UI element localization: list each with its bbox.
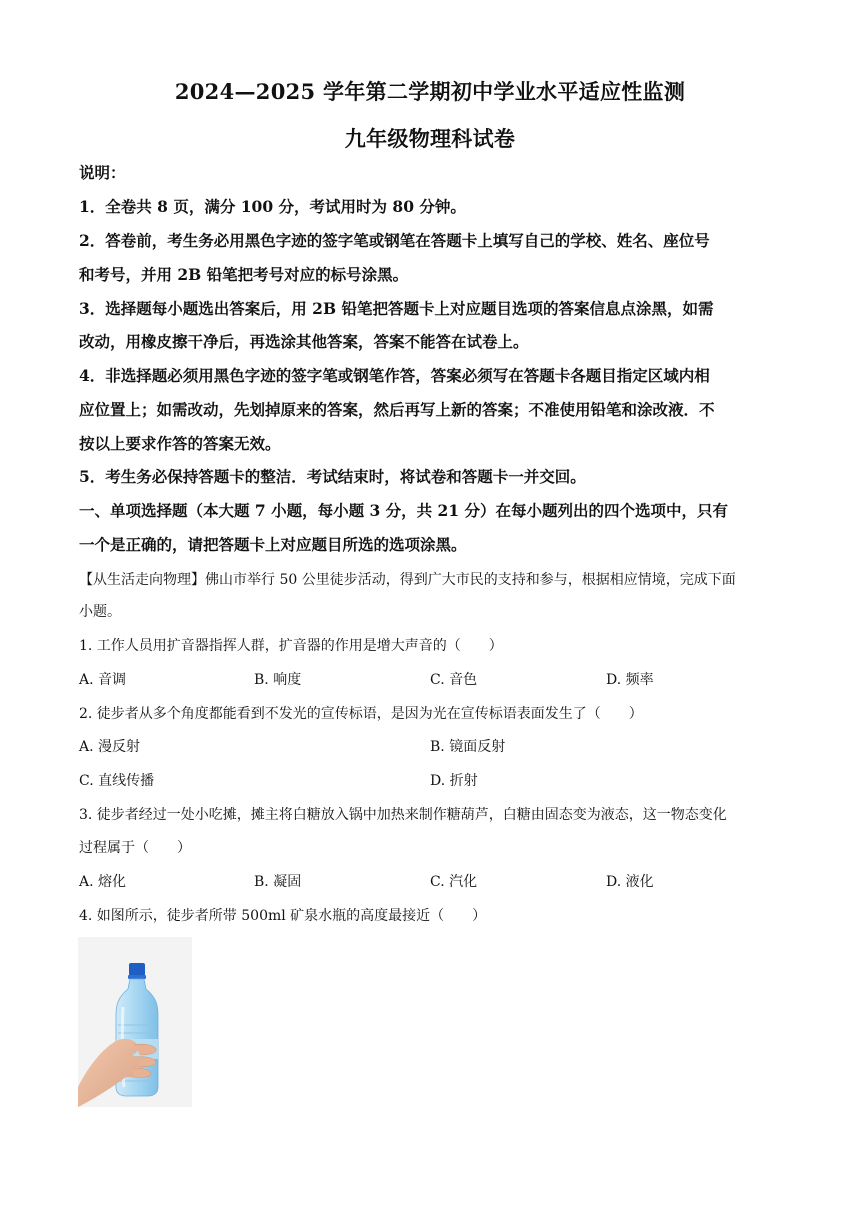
option-b: B. 响度 — [254, 672, 302, 688]
instruction-line: 和考号，并用 2B 铅笔把考号对应的标号涂黑。 — [79, 265, 409, 284]
question-stem: 4. 如图所示，徒步者所带 500ml 矿泉水瓶的高度最接近（ ） — [79, 908, 487, 924]
question-stem: 2. 徒步者从多个角度都能看到不发光的宣传标语，是因为光在宣传标语表面发生了（ ） — [79, 706, 643, 722]
instruction-line: 2．答卷前，考生务必用黑色字迹的签字笔或钢笔在答题卡上填写自己的学校、姓名、座位号 — [79, 231, 710, 250]
section-heading-cont: 一个是正确的，请把答题卡上对应题目所选的选项涂黑。 — [79, 535, 467, 554]
option-d: D. 频率 — [606, 672, 654, 688]
option-c: C. 直线传播 — [79, 773, 155, 789]
context-text-cont: 小题。 — [79, 604, 121, 620]
question-stem-cont: 过程属于（ ） — [79, 840, 191, 856]
context-text: 【从生活走向物理】佛山市举行 50 公里徒步活动，得到广大市民的支持和参与，根据相应情境，完成下面 — [79, 572, 736, 588]
option-d: D. 液化 — [606, 874, 654, 890]
question-stem: 3. 徒步者经过一处小吃摊，摊主将白糖放入锅中加热来制作糖葫芦，白糖由固态变为液态，这一物态变化 — [79, 807, 727, 823]
instruction-line: 1．全卷共 8 页，满分 100 分，考试用时为 80 分钟。 — [79, 197, 466, 216]
water-bottle-in-hand-icon — [78, 937, 192, 1107]
option-d: D. 折射 — [430, 773, 478, 789]
section-heading: 一、单项选择题（本大题 7 小题，每小题 3 分，共 21 分）在每小题列出的四个选项中，只有 — [79, 501, 729, 520]
option-a: A. 漫反射 — [79, 739, 141, 755]
instruction-line: 4．非选择题必须用黑色字迹的签字笔或钢笔作答，答案必须写在答题卡各题目指定区域内相 — [79, 366, 710, 385]
instruction-line: 5．考生务必保持答题卡的整洁．考试结束时，将试卷和答题卡一并交回。 — [79, 467, 586, 486]
option-a: A. 熔化 — [79, 874, 127, 890]
instruction-line: 3．选择题每小题选出答案后，用 2B 铅笔把答题卡上对应题目选项的答案信息点涂黑，如需 — [79, 299, 714, 318]
option-c: C. 音色 — [430, 672, 478, 688]
question-figure — [78, 937, 192, 1107]
question-stem: 1. 工作人员用扩音器指挥人群，扩音器的作用是增大声音的（ ） — [79, 638, 503, 654]
exam-title: 2024—2025 学年第二学期初中学业水平适应性监测 — [174, 79, 686, 104]
option-b: B. 凝固 — [254, 874, 302, 890]
instructions-heading: 说明： — [79, 163, 126, 182]
instruction-line: 按以上要求作答的答案无效。 — [79, 434, 281, 453]
instruction-line: 改动，用橡皮擦干净后，再选涂其他答案，答案不能答在试卷上。 — [79, 332, 529, 351]
instruction-line: 应位置上；如需改动，先划掉原来的答案，然后再写上新的答案；不准使用铅笔和涂改液．不 — [79, 400, 715, 419]
option-b: B. 镜面反射 — [430, 739, 506, 755]
option-a: A. 音调 — [79, 672, 127, 688]
exam-subtitle: 九年级物理科试卷 — [344, 126, 516, 151]
option-c: C. 汽化 — [430, 874, 478, 890]
